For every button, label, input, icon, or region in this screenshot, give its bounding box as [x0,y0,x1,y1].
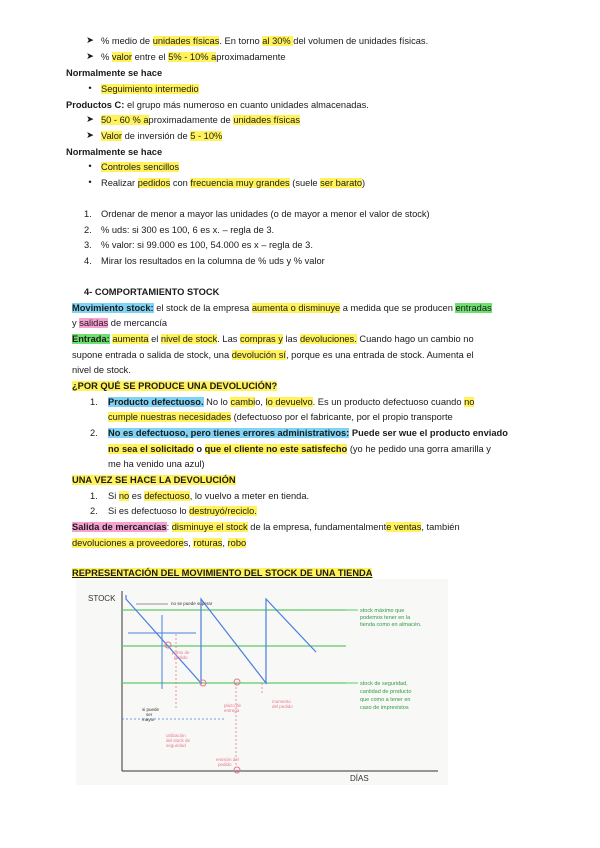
question-heading-2: UNA VEZ SE HACE LA DEVOLUCIÓN [72,475,236,485]
line-v1: Si no es defectuoso, lo vuelvo a meter en tienda. [108,491,310,501]
step-number: 2. [84,225,92,235]
arrow-bullet-icon: ➤ [86,51,94,61]
line-d1: Seguimiento intermedio [101,84,199,94]
arrow-bullet-icon: ➤ [86,35,94,45]
line-sal1: Salida de mercancías: disminuye el stock de la empresa, fundamentalmente ventas, también [72,522,460,532]
line-ent3: nivel de stock. [72,365,131,375]
dot-bullet-icon: • [88,161,92,171]
max-note-1: stock máximo que [360,608,405,614]
stock-diagram-svg [76,579,448,785]
step-number: 4. [84,256,92,266]
line-d2: Controles sencillos [101,162,180,172]
utilizacion-1: utilización [166,733,186,738]
utilizacion-3: seguridad [166,743,186,748]
step-number: 1. [90,491,98,501]
safety-note-1: stock de seguridad, [360,681,408,687]
dot-bullet-icon: • [88,83,92,93]
x-axis-label: DÍAS [350,774,369,783]
step-number: 3. [84,240,92,250]
emision-2: pedido [218,762,232,767]
line-r2c: me ha venido una azul) [108,459,205,469]
stock-movement-figure [76,579,448,785]
line-d3: Realizar pedidos con frecuencia muy grandes (suele ser barato) [101,178,366,188]
max-note-2: podemos tener en la [360,615,411,621]
low-note-2: ser [146,712,153,717]
step-text: % valor: si 99.000 es 100, 54.000 es x – regla de 3. [101,240,313,250]
figure-heading: REPRESENTACIÓN DEL MOVIMIENTO DEL STOCK DE UNA TIENDA [72,568,373,578]
line-mov2: y salidas de mercancía [72,318,168,328]
line-prodc: Productos C: el grupo más numeroso en cuanto unidades almacenadas. [66,100,369,110]
step-number: 1. [90,397,98,407]
emision-1: emisión del [216,757,239,762]
low-note-3: mayor [142,717,155,722]
line-a2: % valor entre el 5% - 10% aproximadamente [101,52,286,62]
step-number: 2. [90,506,98,516]
punto-pedido-2: pedido [174,655,188,660]
top-note: no se puede superar [171,601,213,606]
punto-pedido-1: punto de [172,650,190,655]
pink-marker [234,679,240,685]
dot-bullet-icon: • [88,177,92,187]
line-a4: Valor de inversión de 5 - 10% [101,131,223,141]
y-axis-label: STOCK [88,594,116,603]
stock-sawtooth-line [126,595,316,683]
line-v2: Si es defectuoso lo destruyó/reciclo. [108,506,257,516]
question-heading-1: ¿POR QUÉ SE PRODUCE UNA DEVOLUCIÓN? [72,381,278,391]
plazo-1: plazo de [224,703,242,708]
safety-note-3: que como a tener en [360,697,411,703]
safety-note-4: caso de imprevistos [360,705,409,711]
arrow-bullet-icon: ➤ [86,114,94,124]
pink-marker [165,642,171,648]
max-note-3: tienda como en almacén. [360,622,422,628]
safety-note-2: cantidad de producto [360,689,412,695]
step-text: % uds: si 300 es 100, 6 es x. – regla de 3. [101,225,275,235]
step-text: Mirar los resultados en la columna de % uds y % valor [101,256,325,266]
line-a1: % medio de unidades físicas. En torno al 30% del volumen de unidades físicas. [101,36,429,46]
line-ent1: Entrada: aumenta el nivel de stock. Las compras y las devoluciones. Cuando hago un cambio no [72,334,474,344]
line-mov1: Movimiento stock: el stock de la empresa aumenta o disminuye a medida que se producen entradas [72,303,492,313]
line-r1a: Producto defectuoso. No lo cambio, lo devuelvo. Es un producto defectuoso cuando no [108,397,475,407]
normalmente-heading-1: Normalmente se hace [66,68,163,78]
normalmente-heading-2: Normalmente se hace [66,147,163,157]
line-r2a: No es defectuoso, pero tienes errores administrativos: Puede ser wue el producto enviado [108,428,508,438]
step-number: 1. [84,209,92,219]
low-note-1: si puede [142,707,160,712]
step-text: Ordenar de menor a mayor las unidades (o de mayor a menor el valor de stock) [101,209,430,219]
line-r1b: cumple nuestras necesidades (defectuoso por el fabricante, por el propio transporte [108,412,453,422]
line-r2b: no sea el solicitado o que el cliente no este satisfecho (yo he pedido una gorra amarilla y [108,444,491,454]
arrow-bullet-icon: ➤ [86,130,94,140]
line-a3: 50 - 60 % aproximadamente de unidades físicas [101,115,300,125]
utilizacion-2: del stock de [166,738,191,743]
section-heading: 4- COMPORTAMIENTO STOCK [84,287,220,297]
pink-marker [234,767,240,773]
momento-2: del pedido [272,704,293,709]
step-number: 2. [90,428,98,438]
line-sal2: devoluciones a proveedores, roturas, robo [72,538,247,548]
momento-1: momento [272,699,291,704]
plazo-2: entrega [224,708,240,713]
line-ent2: supone entrada o salida de stock, una devolución sí, porque es una entrada de stock. Aumenta el [72,350,474,360]
